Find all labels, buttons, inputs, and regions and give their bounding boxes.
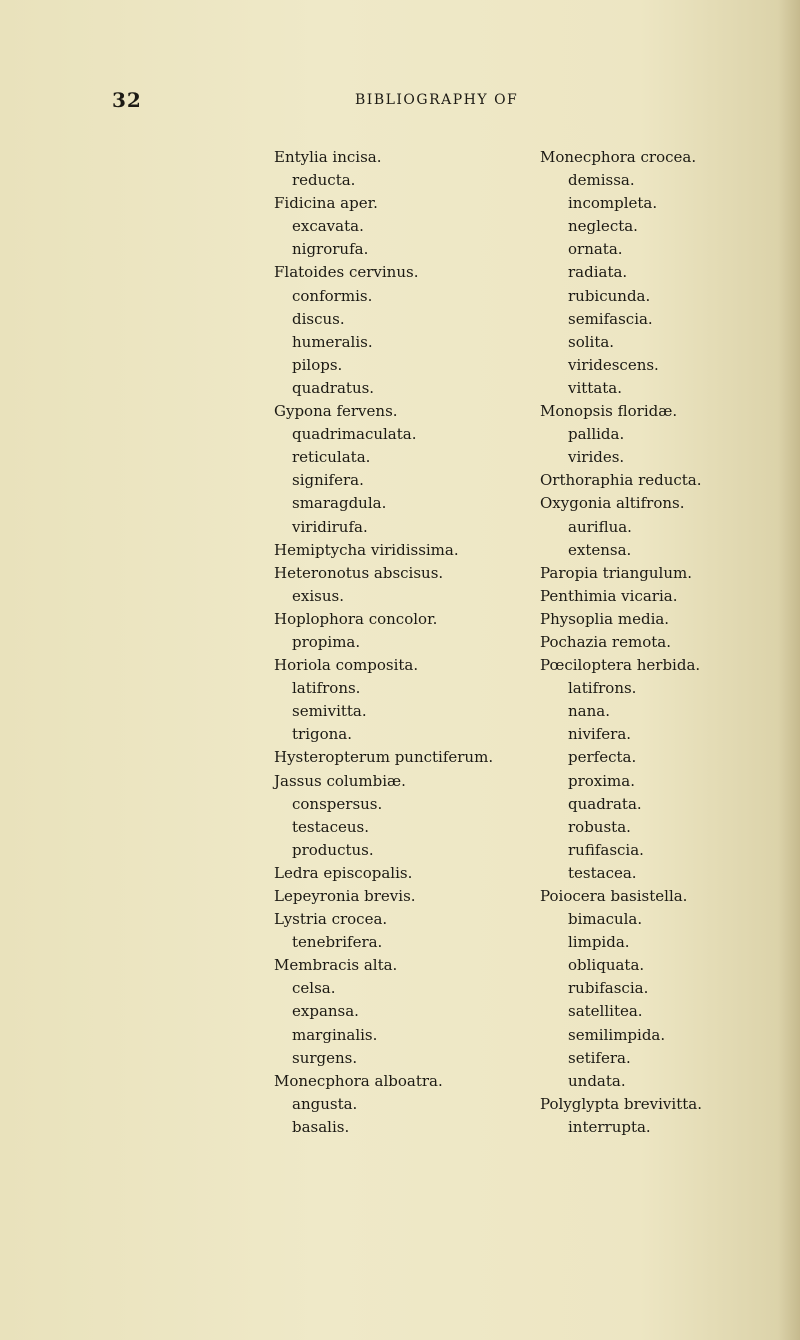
species-entry: auriflua. <box>568 517 632 536</box>
species-entry: extensa. <box>568 540 632 559</box>
species-entry: pilops. <box>292 355 343 374</box>
species-entry: expansa. <box>292 1002 359 1021</box>
genus-entry: Jassus columbiæ. <box>274 771 406 790</box>
genus-entry: Ledra episcopalis. <box>274 863 413 882</box>
species-entry: tenebrifera. <box>292 933 383 952</box>
species-entry: propima. <box>292 632 361 651</box>
species-entry: setifera. <box>568 1048 631 1067</box>
species-entry: testaceus. <box>292 817 369 836</box>
species-entry: testacea. <box>568 863 637 882</box>
right-column <box>540 146 702 1139</box>
species-entry: latifrons. <box>292 679 361 698</box>
species-entry: reticulata. <box>292 448 371 467</box>
genus-entry: Entylia incisa. <box>274 148 382 166</box>
species-entry: ornata. <box>568 240 623 259</box>
running-head: BIBLIOGRAPHY OF <box>355 92 519 108</box>
species-entry: semilimpida. <box>568 1025 666 1044</box>
genus-entry: Monecphora alboatra. <box>274 1071 443 1090</box>
genus-entry: Penthimia vicaria. <box>540 586 678 605</box>
page-number: 32 <box>112 88 142 112</box>
genus-entry: Heteronotus abscisus. <box>274 563 444 582</box>
genus-entry: Monopsis floridæ. <box>540 402 678 421</box>
genus-entry: Horiola composita. <box>274 656 419 675</box>
species-entry: productus. <box>292 840 374 859</box>
left-column <box>274 146 493 1139</box>
species-entry: semifascia. <box>568 309 653 328</box>
species-entry: limpida. <box>568 933 630 952</box>
species-entry: quadrata. <box>568 794 642 813</box>
species-entry: obliquata. <box>568 956 645 975</box>
species-entry: vittata. <box>568 378 623 397</box>
species-entry: interrupta. <box>568 1117 651 1136</box>
species-entry: viridirufa. <box>292 517 368 536</box>
species-entry: proxima. <box>568 771 635 790</box>
species-entry: smaragdula. <box>292 494 387 513</box>
species-entry: angusta. <box>292 1094 358 1113</box>
species-entry: viridescens. <box>568 355 659 374</box>
genus-entry: Physoplia media. <box>540 609 670 628</box>
species-entry: trigona. <box>292 725 352 744</box>
species-entry: signifera. <box>292 471 364 490</box>
species-entry: robusta. <box>568 817 631 836</box>
genus-entry: Poiocera basistella. <box>540 887 688 905</box>
species-entry: incompleta. <box>568 194 658 213</box>
genus-entry: Monecphora crocea. <box>540 148 697 166</box>
species-entry: quadratus. <box>292 378 375 397</box>
species-entry: rubifascia. <box>568 979 649 998</box>
genus-entry: Lepeyronia brevis. <box>274 887 416 905</box>
species-entry: quadrimaculata. <box>292 425 417 444</box>
genus-entry: Pochazia remota. <box>540 632 671 651</box>
genus-entry: Flatoides cervinus. <box>274 263 419 282</box>
species-entry: bimacula. <box>568 910 643 929</box>
genus-entry: Hysteropterum punctiferum. <box>274 748 494 767</box>
species-entry: demissa. <box>568 171 635 190</box>
species-entry: conformis. <box>292 286 373 305</box>
species-entry: basalis. <box>292 1117 350 1136</box>
species-entry: excavata. <box>292 217 364 236</box>
species-entry: virides. <box>568 448 625 467</box>
genus-entry: Gypona fervens. <box>274 402 398 421</box>
genus-entry: Pœciloptera herbida. <box>540 656 701 675</box>
species-entry: neglecta. <box>568 217 638 236</box>
species-entry: pallida. <box>568 425 625 444</box>
species-entry: humeralis. <box>292 332 373 351</box>
genus-entry: Fidicina aper. <box>274 194 378 213</box>
species-entry: marginalis. <box>292 1025 378 1044</box>
genus-entry: Polyglypta brevivitta. <box>540 1094 702 1113</box>
genus-entry: Membracis alta. <box>274 956 398 975</box>
species-entry: radiata. <box>568 263 628 282</box>
page-edge-shadow <box>778 0 800 1340</box>
genus-entry: Orthoraphia reducta. <box>540 471 702 490</box>
genus-entry: Lystria crocea. <box>274 910 388 929</box>
species-entry: discus. <box>292 309 345 328</box>
genus-entry: Hemiptycha viridissima. <box>274 540 459 559</box>
species-entry: exisus. <box>292 586 344 605</box>
species-entry: semivitta. <box>292 702 367 721</box>
species-entry: undata. <box>568 1071 626 1090</box>
species-entry: surgens. <box>292 1048 358 1067</box>
genus-entry: Paropia triangulum. <box>540 563 692 582</box>
species-entry: conspersus. <box>292 794 383 813</box>
species-entry: perfecta. <box>568 748 637 767</box>
species-entry: solita. <box>568 332 615 351</box>
genus-entry: Hoplophora concolor. <box>274 609 438 628</box>
species-entry: celsa. <box>292 979 336 998</box>
species-entry: nivifera. <box>568 725 632 744</box>
species-entry: rufifascia. <box>568 840 644 859</box>
species-entry: rubicunda. <box>568 286 651 305</box>
species-entry: nigrorufa. <box>292 240 369 259</box>
genus-entry: Oxygonia altifrons. <box>540 494 685 513</box>
species-entry: satellitea. <box>568 1002 643 1021</box>
species-entry: latifrons. <box>568 679 637 698</box>
species-entry: reducta. <box>292 171 356 190</box>
species-entry: nana. <box>568 702 610 721</box>
